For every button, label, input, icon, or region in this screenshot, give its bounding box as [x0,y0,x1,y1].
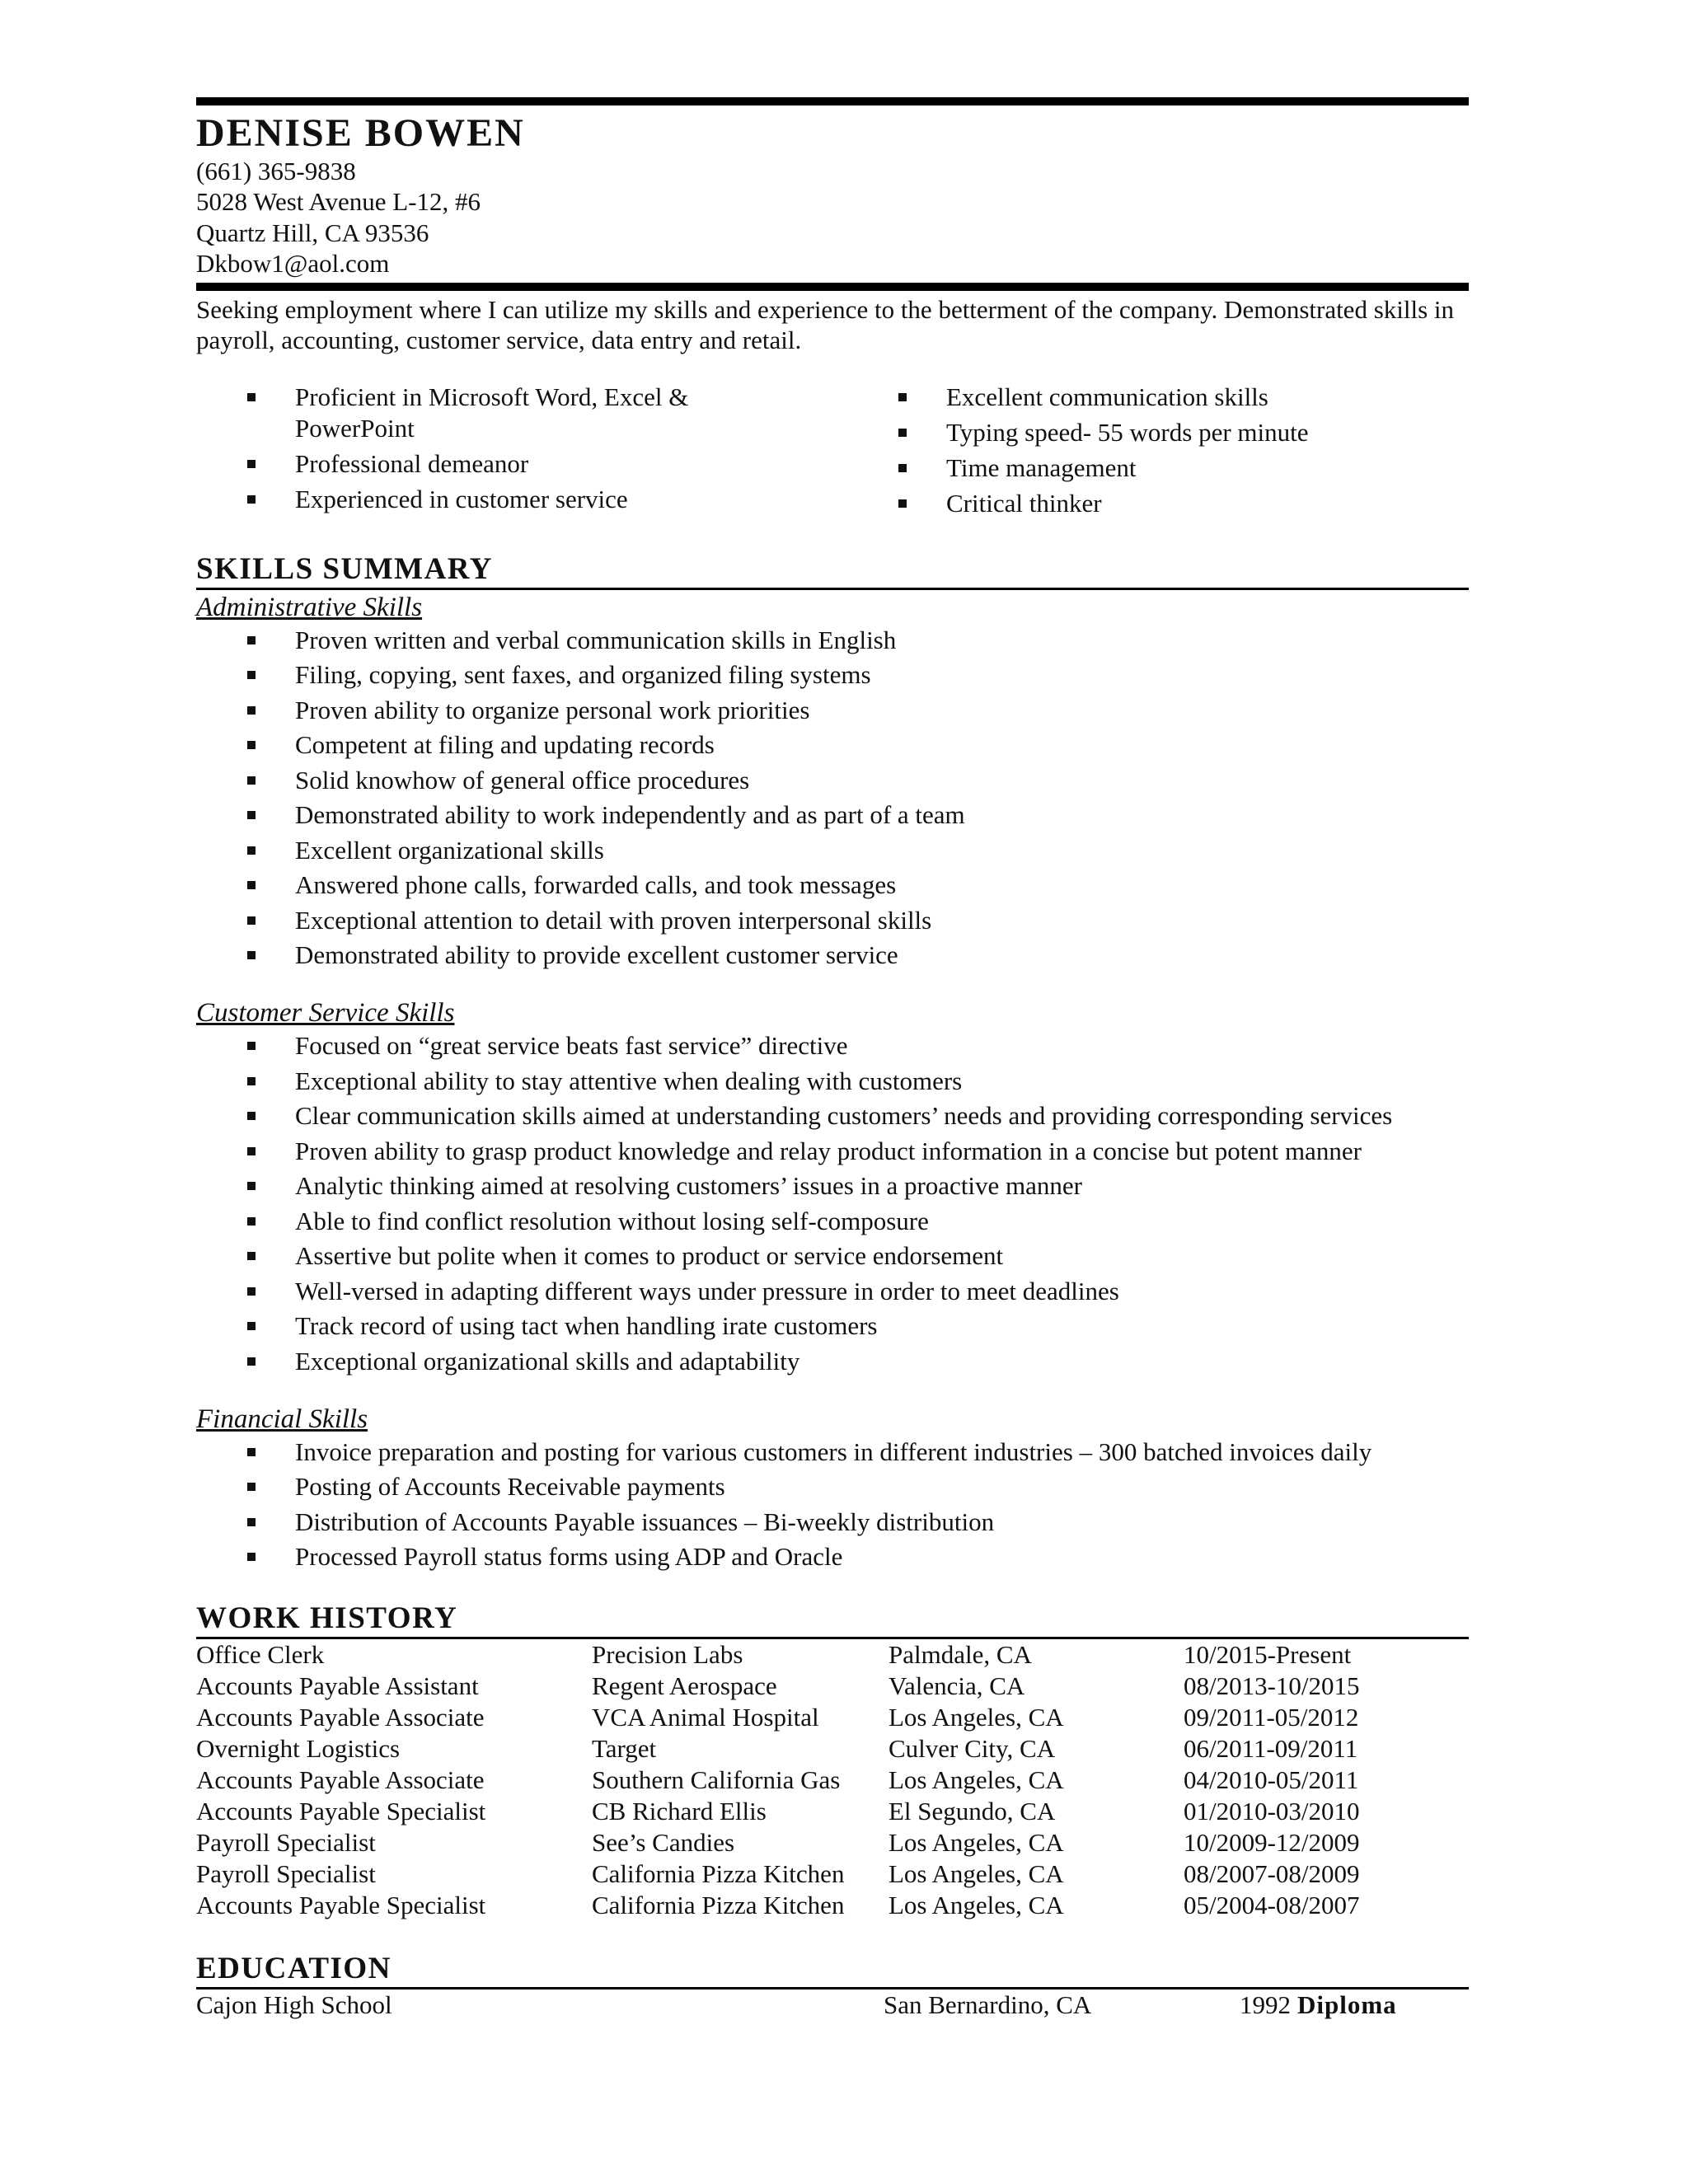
employer: CB Richard Ellis [592,1797,767,1826]
email-address: Dkbow1@aol.com [196,249,390,279]
bullet-item: Solid knowhow of general office procedures [196,765,1469,796]
bullet-item: Filing, copying, sent faxes, and organized filing systems [196,659,1469,691]
job-location: Los Angeles, CA [889,1891,1064,1920]
job-title: Accounts Payable Associate [196,1765,485,1795]
contact-block [196,156,1469,279]
degree: Diploma [1297,1990,1397,2020]
school-name: Cajon High School [196,1990,392,2020]
bullet-item: Experienced in customer service [196,484,847,515]
core-right-column [847,382,1469,523]
work-history-row [196,1733,1469,1765]
bullet-item: Typing speed- 55 words per minute [847,417,1469,448]
skills-summary [196,590,1469,1573]
work-history-row [196,1702,1469,1733]
bullet-item: Exceptional attention to detail with proven interpersonal skills [196,905,1469,936]
job-location: Los Angeles, CA [889,1765,1064,1795]
work-history-row [196,1827,1469,1858]
bullet-item: Demonstrated ability to work independently and as part of a team [196,799,1469,831]
bullet-item: Able to find conflict resolution without losing self-composure [196,1206,1469,1237]
core-left-column [196,382,847,523]
work-history-row [196,1796,1469,1827]
job-dates: 04/2010-05/2011 [1184,1765,1359,1795]
bullet-item: Posting of Accounts Receivable payments [196,1471,1469,1502]
header-rule [196,283,1469,291]
employer: Precision Labs [592,1640,743,1670]
objective-statement: Seeking employment where I can utilize my skills and experience to the betterment of the company. Demonstrated skills in payroll, accounting, customer service, data entry and retail. [196,294,1455,354]
skill-group [196,590,1469,972]
skill-group [196,1402,1469,1573]
bullet-item: Answered phone calls, forwarded calls, and took messages [196,869,1469,901]
bullet-item: Proven written and verbal communication skills in English [196,625,1469,656]
school-location: San Bernardino, CA [884,1990,1092,2020]
job-dates: 06/2011-09/2011 [1184,1734,1358,1764]
skill-group [196,996,1469,1377]
core-right-list [847,382,1469,519]
bullet-item: Time management [847,452,1469,484]
core-competencies [196,382,1469,523]
education-entry [196,1990,1469,2021]
bullet-item: Proven ability to organize personal work priorities [196,695,1469,726]
skill-group-title: Administrative Skills [196,592,423,622]
work-history-heading: WORK HISTORY [196,1601,1469,1639]
bullet-item: Invoice preparation and posting for various customers in different industries – 300 batched invoices daily [196,1436,1469,1468]
bullet-item: Competent at filing and updating records [196,729,1469,761]
bullet-item: Distribution of Accounts Payable issuances – Bi-weekly distribution [196,1507,1469,1538]
resume-page [196,97,1469,2021]
bullet-item: Critical thinker [847,488,1469,519]
job-location: Los Angeles, CA [889,1828,1064,1858]
bullet-item: Proficient in Microsoft Word, Excel & PowerPoint [196,382,847,444]
skill-list [196,1436,1469,1573]
job-location: Los Angeles, CA [889,1703,1064,1732]
job-title: Payroll Specialist [196,1828,376,1858]
job-dates: 08/2013-10/2015 [1184,1671,1360,1701]
graduation-year: 1992 [1240,1990,1291,2020]
phone-number: (661) 365-9838 [196,156,356,185]
work-history-row [196,1858,1469,1890]
bullet-item: Focused on “great service beats fast service” directive [196,1030,1469,1062]
work-history-row [196,1890,1469,1921]
top-rule [196,97,1469,105]
bullet-item: Exceptional ability to stay attentive when dealing with customers [196,1066,1469,1097]
skill-list [196,1030,1469,1377]
bullet-item: Clear communication skills aimed at understanding customers’ needs and providing corresponding services [196,1100,1469,1132]
bullet-item: Track record of using tact when handling irate customers [196,1310,1469,1342]
work-history-row [196,1639,1469,1671]
bullet-item: Excellent organizational skills [196,835,1469,866]
job-dates: 01/2010-03/2010 [1184,1797,1360,1826]
skill-group-title: Financial Skills [196,1404,368,1434]
job-dates: 10/2015-Present [1184,1640,1352,1670]
employer: Regent Aerospace [592,1671,777,1701]
job-location: Palmdale, CA [889,1640,1032,1670]
address-line-1: 5028 West Avenue L-12, #6 [196,187,481,217]
job-location: Valencia, CA [889,1671,1025,1701]
education-heading: EDUCATION [196,1951,1469,1990]
job-title: Accounts Payable Assistant [196,1671,479,1701]
work-history-row [196,1765,1469,1796]
job-dates: 10/2009-12/2009 [1184,1828,1360,1858]
employer: See’s Candies [592,1828,735,1858]
job-dates: 08/2007-08/2009 [1184,1859,1360,1889]
bullet-item: Analytic thinking aimed at resolving customers’ issues in a proactive manner [196,1170,1469,1202]
job-title: Accounts Payable Specialist [196,1891,486,1920]
bullet-item: Proven ability to grasp product knowledge and relay product information in a concise but potent manner [196,1136,1469,1167]
core-left-list [196,382,847,515]
bullet-item: Well-versed in adapting different ways under pressure in order to meet deadlines [196,1276,1469,1307]
bullet-item: Professional demeanor [196,448,847,480]
job-dates: 09/2011-05/2012 [1184,1703,1359,1732]
bullet-item: Processed Payroll status forms using ADP and Oracle [196,1541,1469,1572]
skill-list [196,625,1469,972]
job-location: Los Angeles, CA [889,1859,1064,1889]
job-title: Accounts Payable Associate [196,1703,485,1732]
bullet-item: Assertive but polite when it comes to product or service endorsement [196,1240,1469,1272]
bullet-item: Excellent communication skills [847,382,1469,413]
skill-group-title: Customer Service Skills [196,998,455,1029]
work-history-table [196,1639,1469,1921]
employer: California Pizza Kitchen [592,1859,845,1889]
employer: California Pizza Kitchen [592,1891,845,1920]
job-title: Accounts Payable Specialist [196,1797,486,1826]
employer: VCA Animal Hospital [592,1703,819,1732]
employer: Southern California Gas [592,1765,841,1795]
job-title: Overnight Logistics [196,1734,401,1764]
work-history-row [196,1671,1469,1702]
job-dates: 05/2004-08/2007 [1184,1891,1360,1920]
candidate-name: DENISE BOWEN [196,111,525,155]
job-title: Payroll Specialist [196,1859,376,1889]
job-title: Office Clerk [196,1640,325,1670]
job-location: El Segundo, CA [889,1797,1056,1826]
bullet-item: Demonstrated ability to provide excellent customer service [196,940,1469,971]
bullet-item: Exceptional organizational skills and adaptability [196,1346,1469,1377]
employer: Target [592,1734,657,1764]
skills-summary-heading: SKILLS SUMMARY [196,551,1469,590]
address-line-2: Quartz Hill, CA 93536 [196,218,429,247]
job-location: Culver City, CA [889,1734,1056,1764]
